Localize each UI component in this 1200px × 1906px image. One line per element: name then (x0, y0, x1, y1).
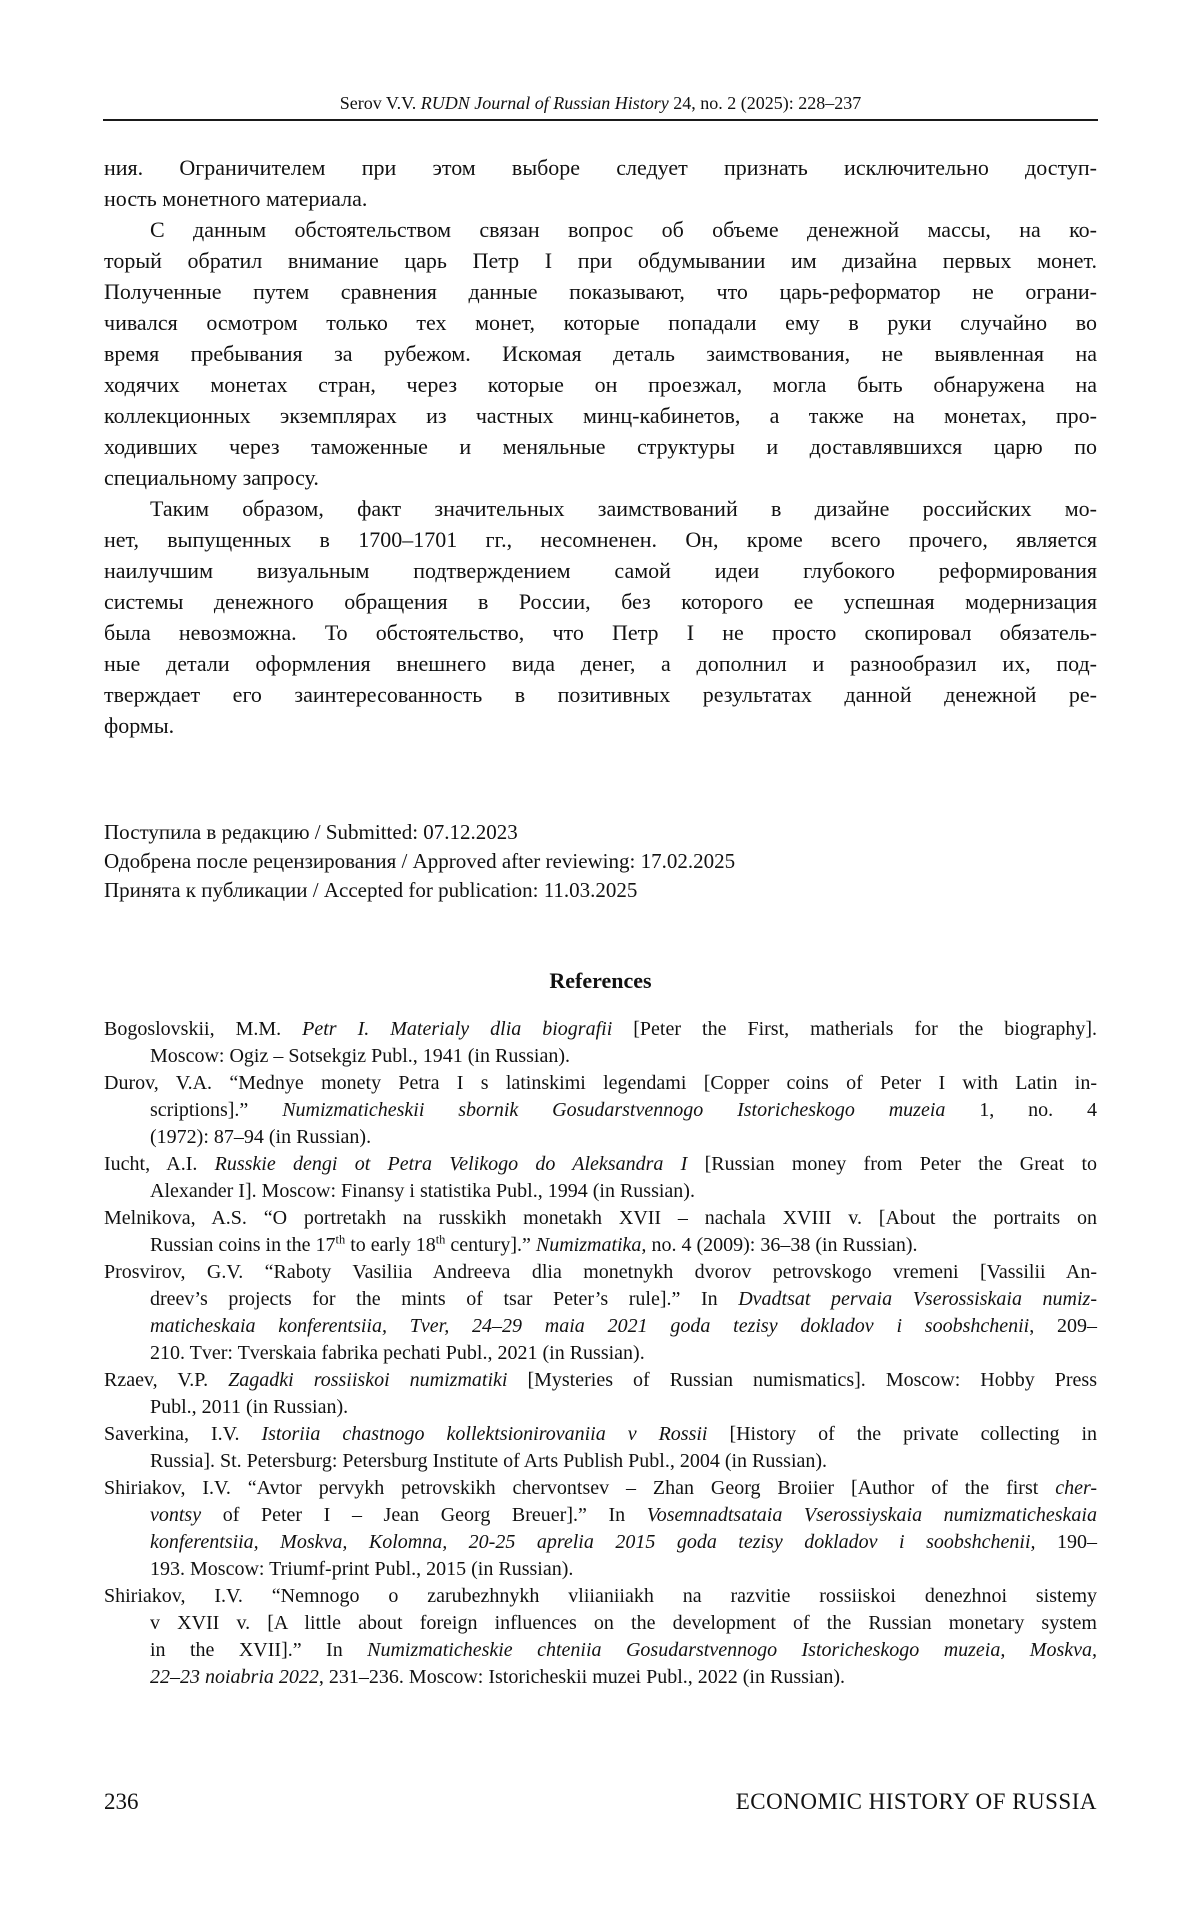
italic-text: 22–23 noiabria 2022 (150, 1666, 319, 1688)
italic-text: konferentsiia, Moskva, Kolomna, 20-25 aprelia 2015 goda tezisy dokladov i soobshchenii, (150, 1531, 1036, 1553)
text-segment: , 231–236. Moscow: Istoricheskii muzei Publ., 2022 (in Russian). (318, 1666, 845, 1688)
body-paragraph (104, 214, 1097, 493)
reference-line (104, 1043, 1097, 1070)
reference-entry (104, 1583, 1097, 1691)
text-segment: Serov V.V. (339, 93, 421, 113)
text-segment: dreev’s projects for the mints of tsar Peter’s rule].” In (150, 1288, 739, 1310)
text-segment: no. 4 (2009): 36–38 (in Russian). (646, 1234, 918, 1256)
text-segment: century].” (445, 1234, 536, 1256)
text-segment: , 209– (1029, 1315, 1098, 1337)
reference-line (104, 1259, 1097, 1286)
text-segment: v XVII v. [A little about foreign influences on the development of the Russian monetary system (150, 1612, 1097, 1634)
italic-text: vontsy (150, 1504, 202, 1526)
running-header (104, 92, 1097, 114)
reference-line (104, 1394, 1097, 1421)
text-segment: 1, no. 4 (945, 1099, 1097, 1121)
text-segment: (1972): 87–94 (in Russian). (150, 1126, 372, 1148)
reference-entry (104, 1475, 1097, 1583)
reference-line (104, 1124, 1097, 1151)
reference-line (104, 1502, 1097, 1529)
text-segment: Durov, V.A. “Mednye monety Petra I s latinskimi legendami [Copper coins of Peter I with Latin in- (104, 1072, 1097, 1094)
text-line: специальному запросу. (104, 465, 319, 490)
text-line: торый обратил внимание царь Петр I при обдумывании им дизайна первых монет. (104, 248, 1097, 273)
text-line: ния. Ограничителем при этом выборе следует признать исключительно доступ- (104, 155, 1097, 180)
reference-entry (104, 1421, 1097, 1475)
text-segment: Rzaev, V.P. (104, 1369, 229, 1391)
text-line: чивался осмотром только тех монет, которые попадали ему в руки случайно во (104, 310, 1097, 335)
reference-line (104, 1313, 1097, 1340)
text-segment: to early 18 (345, 1234, 436, 1256)
italic-text: maticheskaia konferentsiia, Tver, 24–29 maia 2021 goda tezisy dokladov i soobshchenii (150, 1315, 1030, 1337)
reference-line (104, 1232, 1097, 1259)
reference-line (104, 1340, 1097, 1367)
text-segment: Alexander I]. Moscow: Finansy i statistika Publ., 1994 (in Russian). (150, 1180, 695, 1202)
text-segment: Saverkina, I.V. (104, 1423, 262, 1445)
reference-entry (104, 1205, 1097, 1259)
body-text (104, 152, 1097, 741)
reference-line (104, 1286, 1097, 1313)
reference-line (104, 1610, 1097, 1637)
body-paragraph (104, 152, 1097, 214)
text-segment: [Mysteries of Russian numismatics]. Moscow: Hobby Press (507, 1369, 1097, 1391)
text-segment: 24, no. 2 (2025): 228–237 (668, 93, 862, 113)
body-paragraph (104, 493, 1097, 741)
text-line: формы. (104, 713, 175, 738)
date-line: Одобрена после рецензирования / Approved after reviewing: 17.02.2025 (104, 849, 736, 873)
italic-text: Numizmaticheskie chteniia Gosudarstvennogo Istoricheskogo muzeia, Moskva, (367, 1639, 1097, 1661)
italic-text: Vosemnadtsataia Vserossiyskaia numizmaticheskaia (646, 1504, 1097, 1526)
text-line: ность монетного материала. (104, 186, 368, 211)
text-line: ходячих монетах стран, через которые он проезжал, могла быть обнаружена на (104, 372, 1097, 397)
footer-page-number: 236 (104, 1789, 139, 1814)
footer-section-title: ECONOMIC HISTORY OF RUSSIA (735, 1789, 1097, 1814)
text-segment: Iucht, A.I. (104, 1153, 215, 1175)
italic-text: Russkie dengi ot Petra Velikogo do Aleksandra I (214, 1153, 688, 1175)
text-segment: 190– (1035, 1531, 1098, 1553)
italic-text: cher- (1055, 1477, 1097, 1499)
text-segment: scriptions].” (150, 1099, 283, 1121)
superscript-text: th (335, 1232, 346, 1247)
text-segment: Prosvirov, G.V. “Raboty Vasiliia Andreeva dlia monetnykh dvorov petrovskogo vremeni [Vassilii An- (104, 1261, 1097, 1283)
text-line: была невозможна. То обстоятельство, что Петр I не просто скопировал обязатель- (104, 620, 1097, 645)
reference-line (104, 1448, 1097, 1475)
text-segment: Moscow: Ogiz – Sotsekgiz Publ., 1941 (in Russian). (150, 1045, 570, 1067)
reference-entry (104, 1151, 1097, 1205)
text-line: С данным обстоятельством связан вопрос об объеме денежной массы, на ко- (150, 217, 1097, 242)
text-line: системы денежного обращения в России, без которого ее успешная модернизация (104, 589, 1097, 614)
text-segment: Russia]. St. Petersburg: Petersburg Institute of Arts Publish Publ., 2004 (in Russian). (150, 1450, 828, 1472)
text-line: Таким образом, факт значительных заимствований в дизайне российских мо- (150, 496, 1097, 521)
text-segment: Bogoslovskii, M.M. (104, 1018, 303, 1040)
references-list (104, 1016, 1097, 1691)
text-line: нет, выпущенных в 1700–1701 гг., несомненен. Он, кроме всего прочего, является (104, 527, 1097, 552)
italic-text: Istoriia chastnogo kollektsionirovaniia v Rossii (261, 1423, 708, 1445)
text-line: Полученные путем сравнения данные показывают, что царь-реформатор не ограни- (104, 279, 1097, 304)
header-rule (103, 119, 1098, 121)
reference-line (104, 1178, 1097, 1205)
reference-line (104, 1556, 1097, 1583)
italic-text: Dvadtsat pervaia Vserossiskaia numiz- (738, 1288, 1097, 1310)
superscript-text: th (435, 1232, 446, 1247)
text-segment: [Russian money from Peter the Great to (687, 1153, 1098, 1175)
text-segment: of Peter I – Jean Georg Breuer].” In (201, 1504, 647, 1526)
text-line: коллекционных экземплярах из частных минц-кабинетов, а также на монетах, про- (104, 403, 1097, 428)
reference-line (104, 1475, 1097, 1502)
references-heading: References (549, 968, 652, 993)
reference-line (104, 1637, 1097, 1664)
text-segment: in the XVII].” In (150, 1639, 368, 1661)
reference-entry (104, 1070, 1097, 1151)
reference-line (104, 1529, 1097, 1556)
text-line: ные детали оформления внешнего вида денег, а дополнил и разнообразил их, под- (104, 651, 1097, 676)
text-segment: 193. Moscow: Triumf-print Publ., 2015 (in Russian). (150, 1558, 574, 1580)
reference-entry (104, 1259, 1097, 1367)
dates-block (104, 818, 1097, 905)
italic-text: Numizmatika, (535, 1234, 647, 1256)
italic-text: Zagadki rossiiskoi numizmatiki (228, 1369, 508, 1391)
text-segment: Shiriakov, I.V. “Avtor pervykh petrovskikh chervontsev – Zhan Georg Broiier [Author of the first (104, 1477, 1056, 1499)
reference-entry (104, 1016, 1097, 1070)
reference-line (104, 1016, 1097, 1043)
reference-line (104, 1421, 1097, 1448)
text-segment: [Peter the First, matherials for the biography]. (612, 1018, 1097, 1040)
italic-text: Numizmaticheskii sbornik Gosudarstvennogo Istoricheskogo muzeia (282, 1099, 946, 1121)
text-line: тверждает его заинтересованность в позитивных результатах данной денежной ре- (104, 682, 1097, 707)
reference-line (104, 1583, 1097, 1610)
reference-line (104, 1664, 1097, 1691)
reference-line (104, 1205, 1097, 1232)
text-segment: Russian coins in the 17 (150, 1234, 336, 1256)
italic-text: RUDN Journal of Russian History (420, 93, 669, 113)
reference-line (104, 1070, 1097, 1097)
text-segment: Publ., 2011 (in Russian). (150, 1396, 349, 1418)
reference-line (104, 1367, 1097, 1394)
text-line: время пребывания за рубежом. Искомая деталь заимствования, не выявленная на (104, 341, 1097, 366)
text-line: ходивших через таможенные и меняльные структуры и доставлявшихся царю по (104, 434, 1097, 459)
text-segment: 210. Tver: Tverskaia fabrika pechati Publ., 2021 (in Russian). (150, 1342, 645, 1364)
text-line: наилучшим визуальным подтверждением самой идеи глубокого реформирования (104, 558, 1097, 583)
reference-line (104, 1151, 1097, 1178)
reference-line (104, 1097, 1097, 1124)
reference-entry (104, 1367, 1097, 1421)
text-segment: Melnikova, A.S. “O portretakh na russkikh monetakh XVII – nachala XVIII v. [About the portraits on (104, 1207, 1097, 1229)
date-line: Поступила в редакцию / Submitted: 07.12.2023 (104, 820, 518, 844)
text-segment: Shiriakov, I.V. “Nemnogo o zarubezhnykh vliianiiakh na razvitie rossiiskoi denezhnoi sistemy (104, 1585, 1097, 1607)
date-line: Принята к публикации / Accepted for publication: 11.03.2025 (104, 878, 638, 902)
italic-text: Petr I. Materialy dlia biografii (302, 1018, 613, 1040)
text-segment: [History of the private collecting in (707, 1423, 1097, 1445)
